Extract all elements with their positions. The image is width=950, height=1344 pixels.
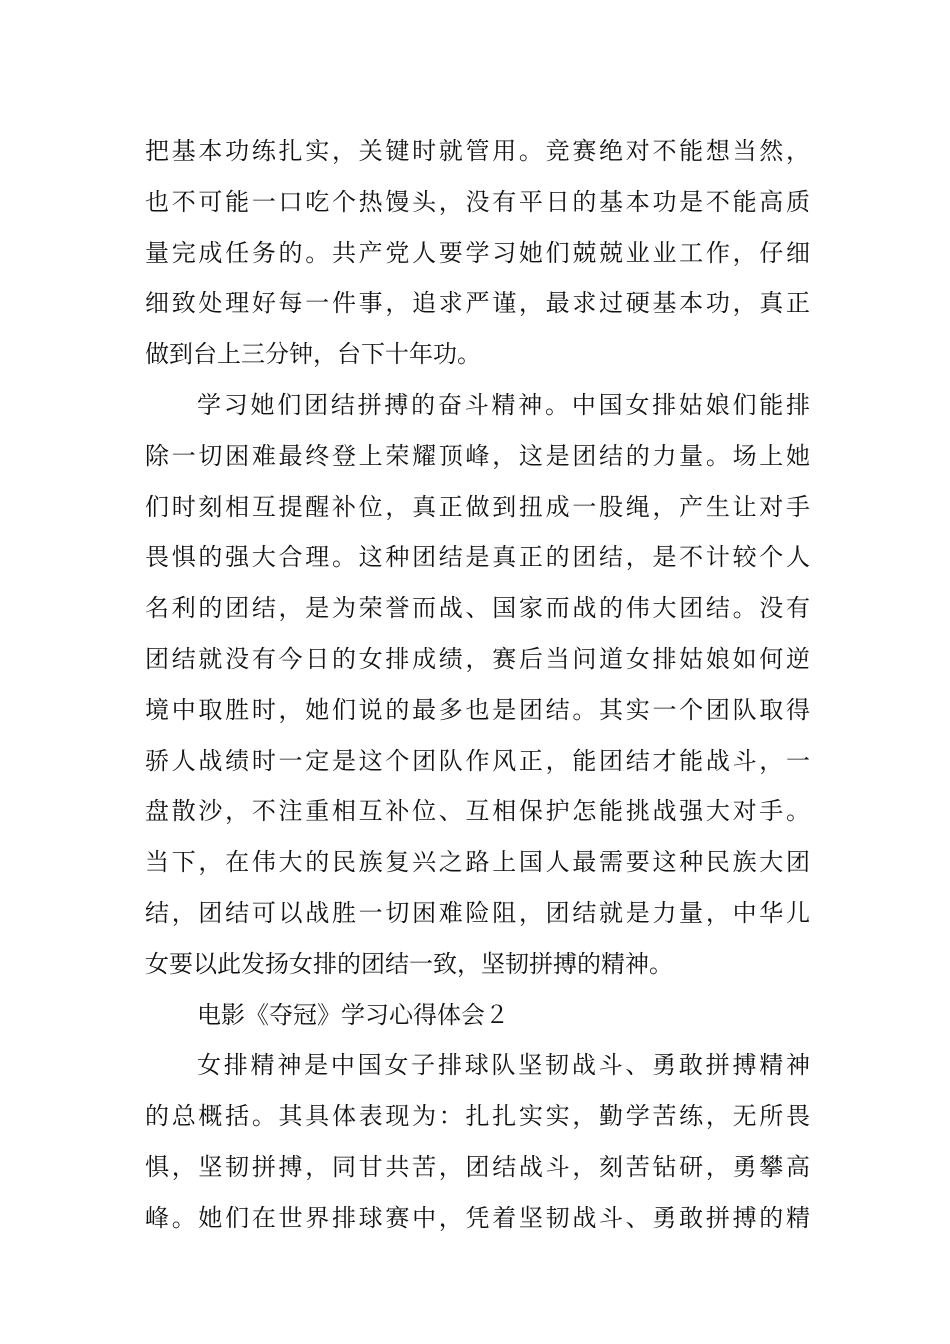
paragraph [145, 126, 810, 380]
text-line: 把基本功练扎实，关键时就管用。竞赛绝对不能想当然， [145, 137, 810, 165]
text-line: 盘散沙，不注重相互补位、互相保护怎能挑战强大对手。 [145, 797, 810, 826]
text-line: 除一切困难最终登上荣耀顶峰，这是团结的力量。场上她 [145, 441, 810, 470]
text-line: 也不可能一口吃个热馒头，没有平日的基本功是不能高质 [145, 187, 810, 216]
heading-text: 电影《夺冠》学习心得体会２ [197, 1000, 509, 1029]
text-line: 惧，坚韧拼搏，同甘共苦，团结战斗，刻苦钻研，勇攀高 [145, 1152, 810, 1181]
text-line: 团结就没有今日的女排成绩，赛后当问道女排姑娘如何逆 [145, 644, 810, 673]
text-line: 做到台上三分钟，台下十年功。 [145, 340, 481, 369]
text-line: 结，团结可以战胜一切困难险阻，团结就是力量，中华儿 [145, 898, 810, 927]
text-line: 畏惧的强大合理。这种团结是真正的团结，是不计较个人 [145, 543, 810, 572]
section-heading [145, 990, 810, 1041]
text-line: 名利的团结，是为荣誉而战、国家而战的伟大团结。没有 [145, 594, 810, 623]
text-line: 峰。她们在世界排球赛中，凭着坚韧战斗、勇敢拼搏的精 [145, 1203, 810, 1232]
text-line: 学习她们团结拼搏的奋斗精神。中国女排姑娘们能排 [197, 390, 810, 419]
text-line: 们时刻相互提醒补位，真正做到扭成一股绳，产生让对手 [145, 492, 810, 521]
text-line: 细致处理好每一件事，追求严谨，最求过硬基本功，真正 [145, 289, 810, 318]
paragraph [145, 380, 810, 990]
text-line: 当下，在伟大的民族复兴之路上国人最需要这种民族大团 [145, 848, 810, 877]
text-line: 量完成任务的。共产党人要学习她们兢兢业业工作，仔细 [145, 238, 810, 267]
text-line: 骄人战绩时一定是这个团队作风正，能团结才能战斗，一 [145, 746, 810, 775]
text-line: 的总概括。其具体表现为：扎扎实实，勤学苦练，无所畏 [145, 1102, 810, 1131]
paragraph [145, 1040, 810, 1243]
document-body [145, 126, 810, 1244]
text-line: 女要以此发扬女排的团结一致，坚韧拼搏的精神。 [145, 949, 673, 978]
text-line: 女排精神是中国女子排球队坚韧战斗、勇敢拼搏精神 [197, 1051, 810, 1080]
text-line: 境中取胜时，她们说的最多也是团结。其实一个团队取得 [145, 695, 810, 724]
